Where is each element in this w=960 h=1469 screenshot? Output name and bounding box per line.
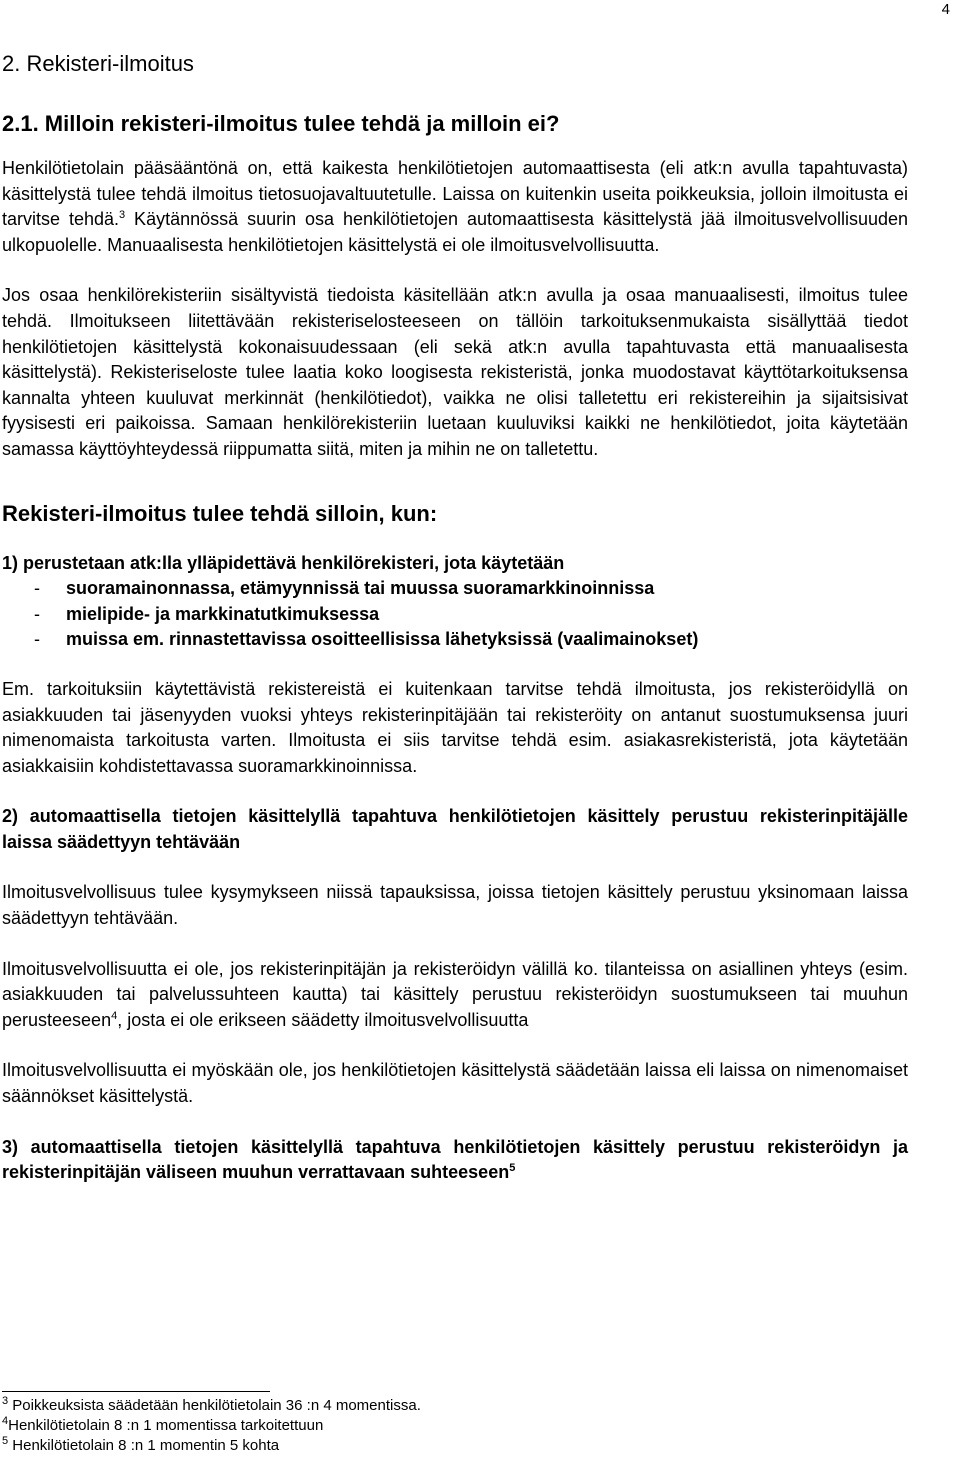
section-heading: 2.1. Milloin rekisteri-ilmoitus tulee tehdä ja milloin ei? — [2, 111, 560, 136]
footnote: $^5$ Henkilötietolain 8 :n 1 momentin 5 kohta — [2, 1435, 280, 1454]
footnote-divider — [2, 1391, 270, 1392]
footnote: $^3$ Poikkeuksista säädetään henkilötietolain 36 :n 4 momentissa. — [2, 1395, 421, 1414]
list-item: - muissa em. rinnastettavissa osoitteellisissa lähetyksissä (vaalimainokset) — [34, 629, 699, 650]
footnote-ref-3[interactable]: 3 — [119, 209, 126, 222]
case-2-paragraph-1: Ilmoitusvelvollisuus tulee kysymykseen niissä tapauksissa, joissa tietojen käsittely perustuu yksinomaan laissa säädettyyn tehtävään. — [2, 882, 908, 929]
document-body — [2, 48, 908, 1211]
case-1-note: Em. tarkoituksiin käytettävistä rekistereistä ei kuitenkaan tarvitse tehdä ilmoitusta, jos rekisteröidyllä on asiakkuuden tai jäsenyyden vuoksi yhteys rekisterinpitäjään tai rekisteröity on antanut suostumuksensa juuri nimenomaista tarkoitusta varten. Ilmoitusta ei siis tarvitse tehdä esim. asiakasrekisteristä, jota käytetään asiakkaisiin kohdistettavassa suoramarkkinoinnissa. — [2, 678, 908, 776]
list-item: - mielipide- ja markkinatutkimuksessa — [34, 603, 380, 624]
list-item: - suoramainonnassa, etämyynnissä tai muussa suoramarkkinoinnissa — [34, 578, 655, 599]
paragraph-manual-processing: Jos osaa henkilörekisteriin sisältyvistä tiedoista käsitellään atk:n avulla ja osaa manuaalisesti, ilmoitus tulee tehdä. Ilmoitukseen liitettävään rekisteriselosteeseen on tällöin tarkoituksenmukaista sisällyttää tiedot henkilötietojen käsittelystä kokonaisuudessaan (eli sekä atk:n avulla tapahtuvasta että manuaalisesta käsittelystä). Rekisteriseloste tulee laatia koko loogisesta rekisteristä, jonka muodostavat käyttötarkoituksensa kannalta yhteen kuuluvat merkinnät (henkilötiedot), vaikka ne olisi talletettu eri rekistereihin ja sijaitsisivat fyysisesti eri paikoissa. Samaan henkilörekisteriin luetaan kuuluviksi kaikki ne henkilötiedot, joita käytetään samassa käyttöyhteydessä riippumatta siitä, miten ja mihin ne on talletettu. — [2, 285, 908, 459]
footnotes — [2, 1391, 908, 1456]
chapter-heading: 2. Rekisteri-ilmoitus — [2, 51, 194, 76]
page-number: 4 — [941, 1, 950, 18]
footnote: $^4$Henkilötietolain 8 :n 1 momentissa tarkoitettuun — [2, 1415, 324, 1434]
case-1-title: 1) perustetaan atk:lla ylläpidettävä henkilörekisteri, jota käytetään — [2, 552, 565, 573]
case-3-title: 3) automaattisella tietojen käsittelyllä tapahtuva henkilötietojen käsittely perustuu rekisteröidyn ja rekisterinpitäjän väliseen muuhun verrattavaan suhteeseen$^5$ — [2, 1136, 908, 1183]
case-2-paragraph-2: Ilmoitusvelvollisuutta ei ole, jos rekisterinpitäjän ja rekisteröidyn välillä ko. tilanteissa on asiallinen yhteys (esim. asiakkuuden tai palvelussuhteen kautta) tai käsittely perustuu rekisteröidyn suostumukseen tai muuhun perusteeseen$^4$, josta ei ole erikseen säädetty ilmoitusvelvollisuutta — [2, 958, 908, 1030]
case-1-list — [2, 576, 908, 653]
case-2-paragraph-3: Ilmoitusvelvollisuutta ei myöskään ole, jos henkilötietojen käsittelystä säädetään laissa eli laissa on nimenomaiset säännökset käsittelystä. — [2, 1060, 908, 1107]
case-2-title: 2) automaattisella tietojen käsittelyllä tapahtuva henkilötietojen käsittely perustuu rekisterinpitäjälle laissa säädettyyn tehtävään — [2, 806, 908, 852]
intro-paragraph: Henkilötietolain pääsääntönä on, että kaikesta henkilötietojen automaattisesta (eli atk:n avulla tapahtuvasta) käsittelystä tulee tehdä ilmoitus tietosuojavaltuutetulle. Laissa on kuitenkin useita poikkeuksia, jolloin ilmoitusta ei tarvitse tehdä.$^3$ Käytännössä suurin osa henkilötietojen automaattisesta käsittelystä jää ilmoitusvelvollisuuden ulkopuolelle. Manuaalisesta henkilötietojen käsittelystä ei ole ilmoitusvelvollisuutta. — [2, 158, 909, 255]
notification-section-title: Rekisteri-ilmoitus tulee tehdä silloin, kun: — [2, 500, 438, 526]
footnote-ref-4[interactable]: 4 — [111, 1009, 118, 1022]
footnote-ref-5[interactable]: 5 — [509, 1162, 516, 1175]
